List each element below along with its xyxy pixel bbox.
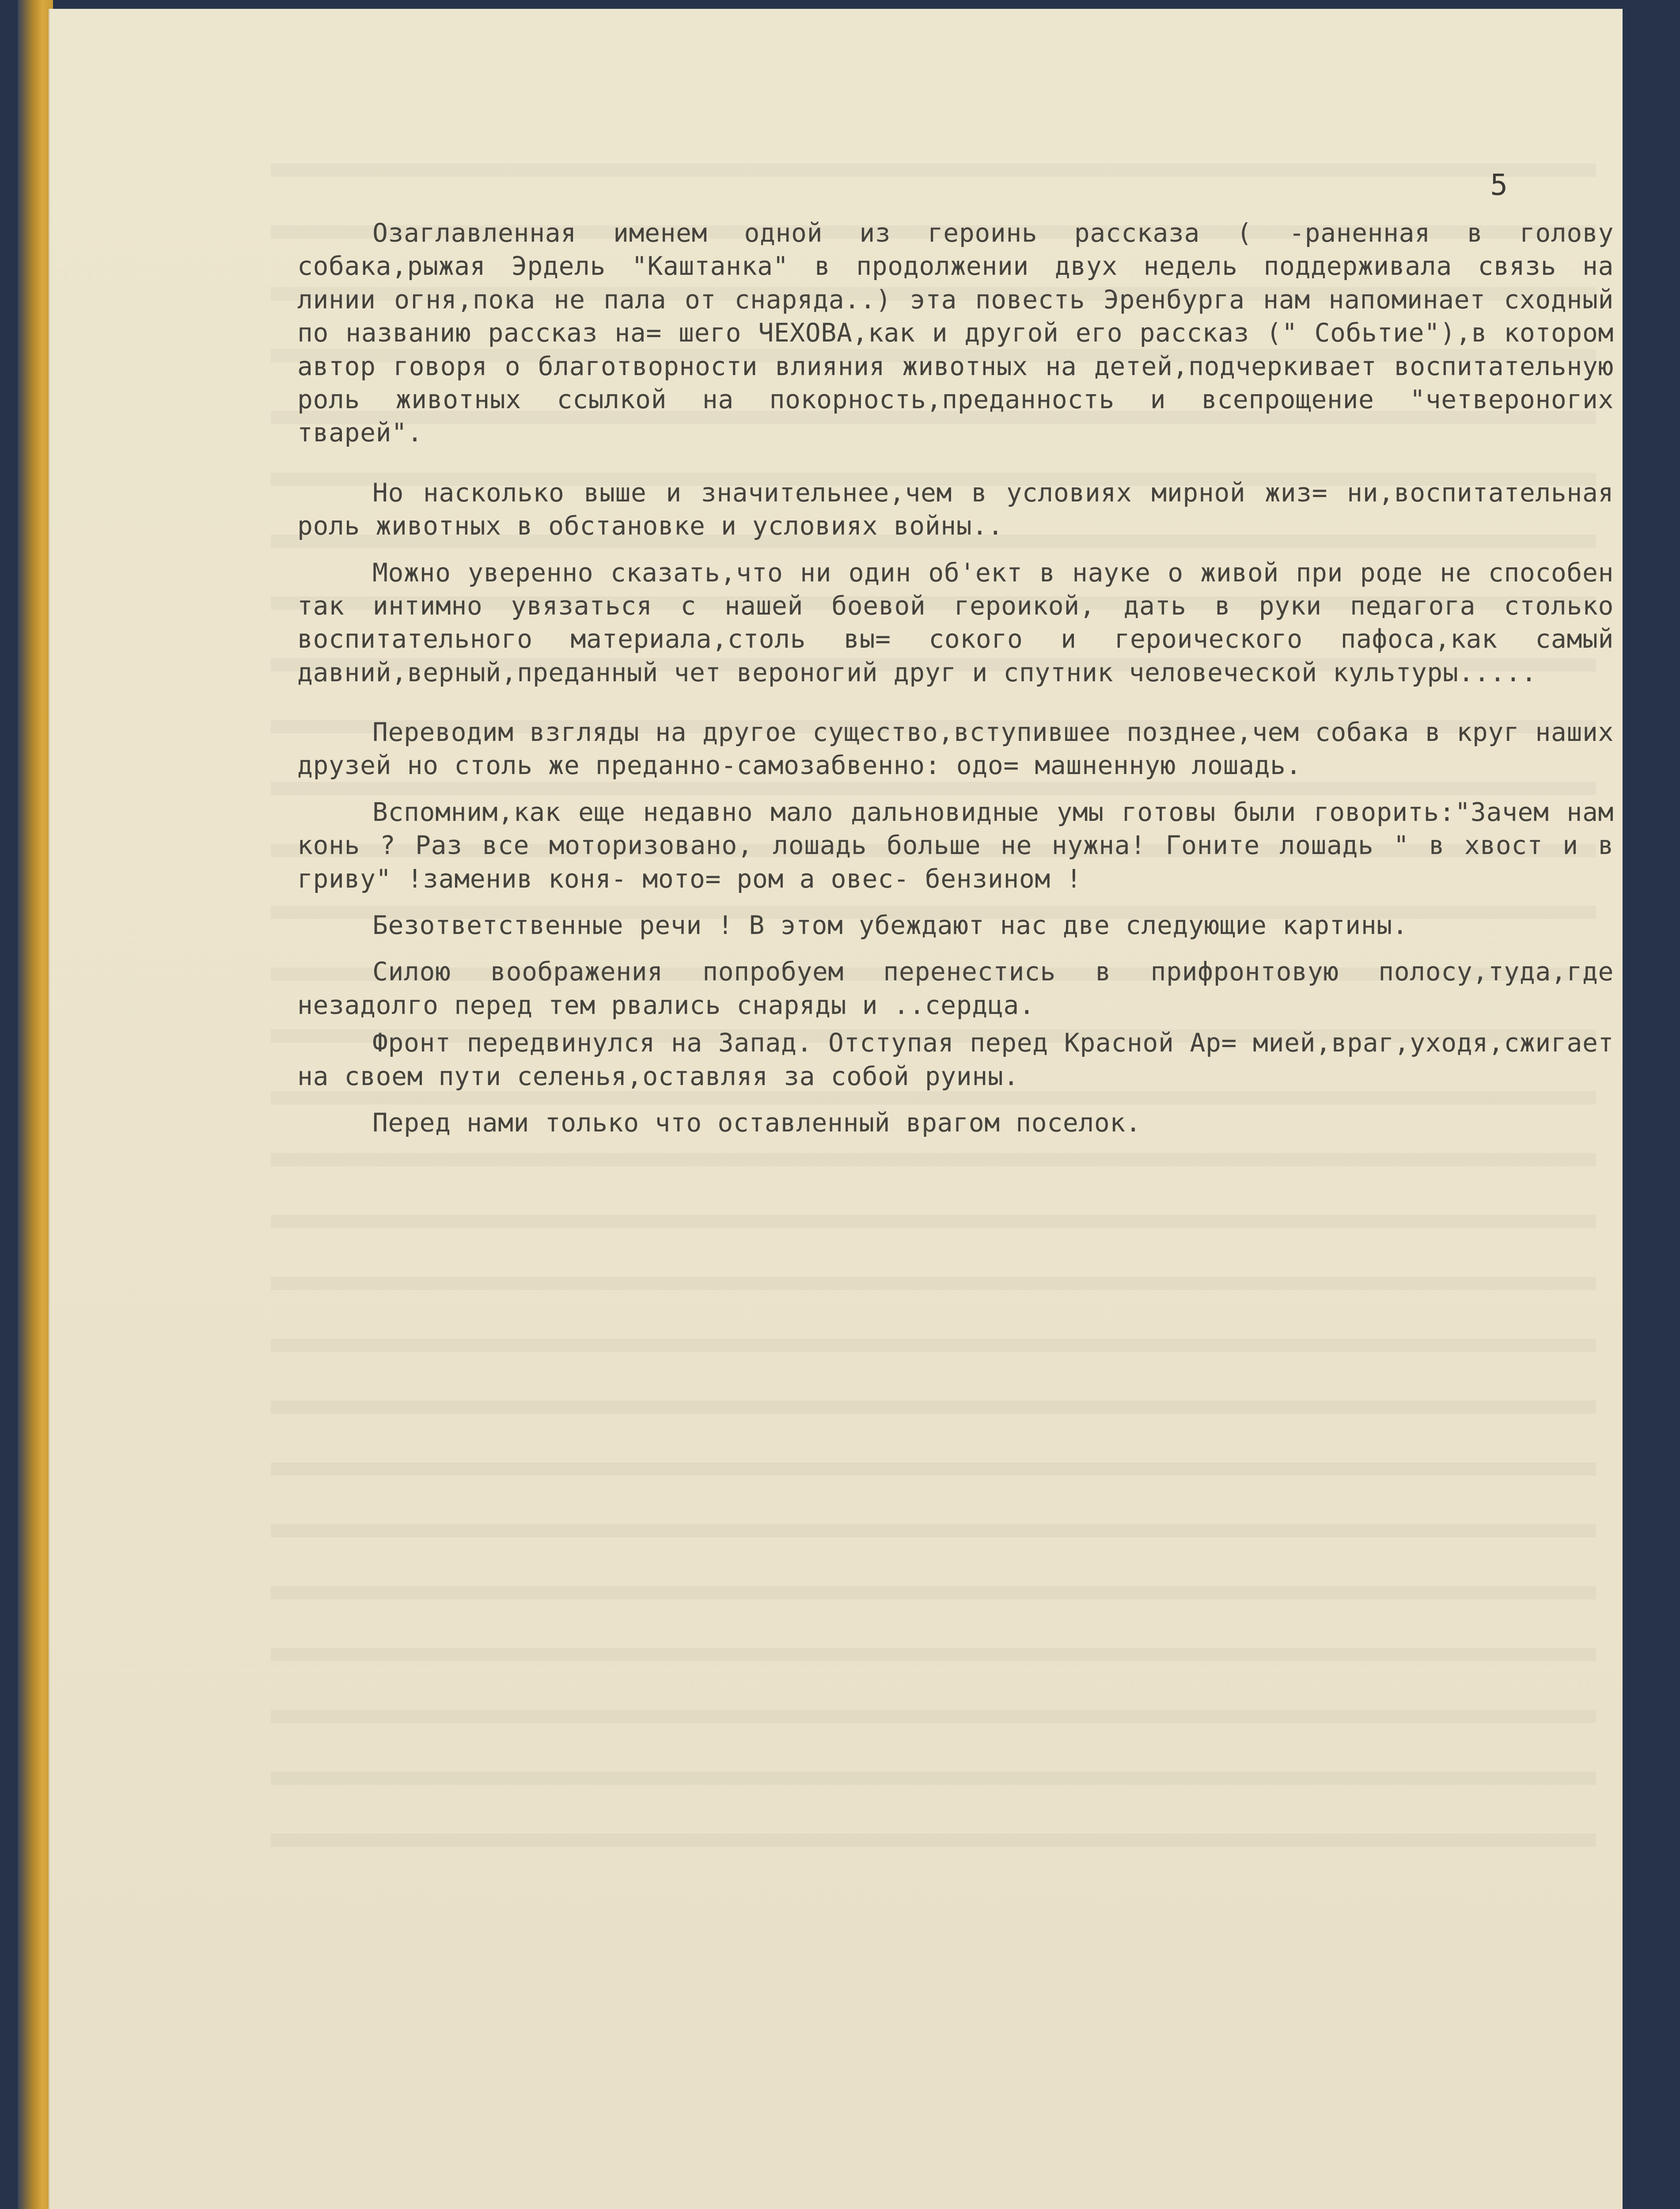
- paragraph: Можно уверенно сказать,что ни один об'ект в науке о живой при роде не способен так интимно увязаться с нашей боевой героикой, дать в руки педагога столько воспитательного материала,столь вы= сокого и героического пафоса,как самый давний,верный,преданный чет вероногий друг и спутник человеческой культуры.....: [297, 557, 1614, 687]
- paragraph: Переводим взгляды на другое существо,вступившее позднее,чем собака в круг наших друзей но столь же преданно-самозабвенно: одо= машненную лошадь.: [297, 717, 1614, 781]
- page-number: 5: [1490, 168, 1508, 202]
- paragraph: Безответственные речи ! В этом убеждают нас две следующие картины.: [372, 910, 1408, 941]
- paragraph: Озаглавленная именем одной из героинь рассказа ( -раненная в голову собака,рыжая Эрдель "Каштанка" в продолжении двух недель поддерживала связь на линии огня,пока не пала от снаряда..) эта повесть Эренбурга нам напоминает сходный по названию рассказ на= шего ЧЕХОВА,как и другой его рассказ (" Собьтие"),в котором автор говоря о благотворности влияния животных на детей,подчеркивает воспитательную роль животных ссылкой на покорность,преданность и всепрощение "четвероногих тварей".: [297, 218, 1614, 448]
- paragraph: Силою воображения попробуем перенестись в прифронтовую полосу,туда,где незадолго перед тем рвались снаряды и ..сердца.: [297, 956, 1614, 1020]
- paragraph: Вспомним,как еще недавно мало дальновидные умы готовы были говорить:"Зачем нам конь ? Раз все моторизовано, лошадь больше не нужна! Гоните лошадь " в хвост и в гриву" !заменив коня- мото= ром а овес- бензином !: [297, 797, 1614, 894]
- paragraph: Но насколько выше и значительнее,чем в условиях мирной жиз= ни,воспитательная роль животных в обстановке и условиях войны..: [297, 477, 1614, 541]
- document-page: [49, 9, 1623, 2209]
- paragraph: Фронт передвинулся на Запад. Отступая перед Красной Ар= мией,враг,уходя,сжигает на своем пути селенья,оставляя за собой руины.: [297, 1028, 1614, 1091]
- folder-edge: [18, 0, 53, 2209]
- typed-text: [297, 216, 1614, 1166]
- paragraph: Перед нами только что оставленный врагом поселок.: [372, 1107, 1141, 1138]
